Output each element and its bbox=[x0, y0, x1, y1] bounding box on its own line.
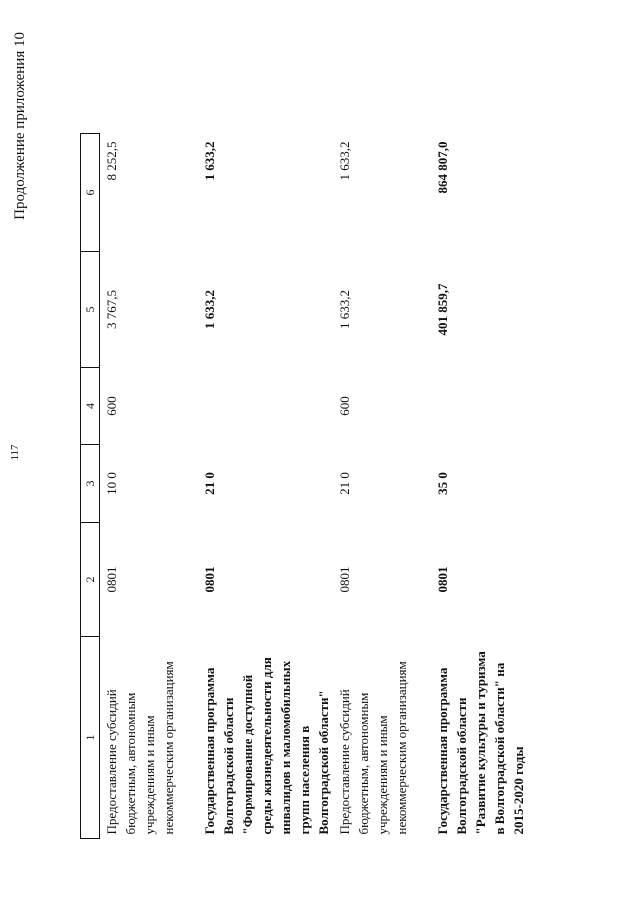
amount-col5: 1 633,2 bbox=[337, 290, 352, 329]
program-code: 10 0 bbox=[104, 472, 119, 495]
amount-col6: 1 633,2 bbox=[202, 141, 217, 181]
column-header: 3 bbox=[81, 445, 100, 523]
program-code: 35 0 bbox=[435, 472, 450, 495]
row-name: Государственная программа Волгоградской области "Развитие культуры и туризма в Волгоградской области" на 2015-2020 годы bbox=[435, 651, 526, 835]
budget-table bbox=[80, 133, 533, 839]
table-row bbox=[431, 134, 533, 839]
continuation-note: Продолжение приложения 10 bbox=[12, 32, 28, 220]
amount-col6: 864 807,0 bbox=[435, 141, 450, 194]
expense-type: 600 bbox=[337, 396, 352, 416]
column-header: 1 bbox=[81, 637, 100, 839]
expense-type bbox=[431, 368, 533, 445]
amount-col6: 1 633,2 bbox=[337, 141, 352, 181]
row-name: Предоставление субсидий бюджетным, автономным учреждениям и иным некоммерческим организациям bbox=[104, 661, 176, 835]
amount-col5: 1 633,2 bbox=[202, 290, 217, 329]
amount-col5: 401 859,7 bbox=[435, 283, 450, 336]
expense-type: 600 bbox=[104, 396, 119, 416]
program-code: 21 0 bbox=[202, 472, 217, 495]
section-code: 0801 bbox=[337, 566, 352, 593]
program-code: 21 0 bbox=[337, 472, 352, 495]
column-header: 6 bbox=[81, 134, 100, 252]
page-number: 117 bbox=[9, 444, 21, 461]
row-name: Государственная программа Волгоградской области "Формирование доступной среды жизнедеятельности для инвалидов и маломобильных групп населения в Волгоградской области" bbox=[202, 657, 331, 835]
amount-col5: 3 767,5 bbox=[104, 290, 119, 329]
column-header: 2 bbox=[81, 523, 100, 637]
section-code: 0801 bbox=[435, 566, 450, 593]
expense-type bbox=[198, 368, 333, 445]
column-header: 4 bbox=[81, 368, 100, 445]
table-row bbox=[333, 134, 431, 839]
column-header: 5 bbox=[81, 252, 100, 368]
amount-col6: 8 252,5 bbox=[104, 141, 119, 181]
section-code: 0801 bbox=[104, 566, 119, 593]
row-name: Предоставление субсидий бюджетным, автономным учреждениям и иным некоммерческим организациям bbox=[337, 661, 409, 835]
column-numbers-row bbox=[81, 134, 100, 839]
table-row bbox=[198, 134, 333, 839]
table-row bbox=[100, 134, 199, 839]
section-code: 0801 bbox=[202, 566, 217, 593]
